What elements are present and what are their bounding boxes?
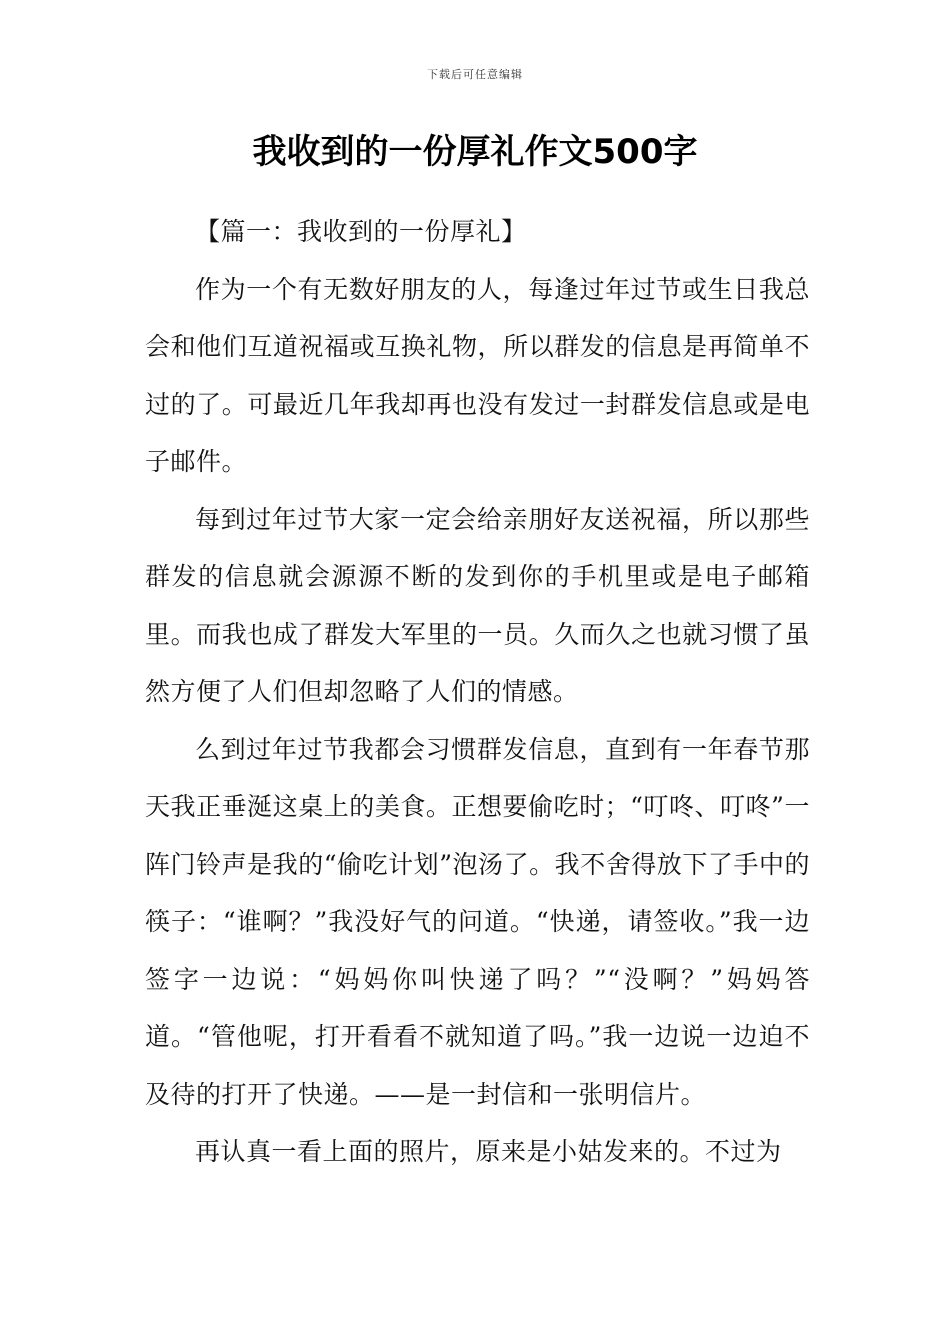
header-note: 下载后可任意编辑 <box>427 68 523 81</box>
document-title: 我收到的一份厚礼作文500字 <box>252 132 698 172</box>
section-heading: 【篇一：我收到的一份厚礼】 <box>195 217 527 246</box>
paragraph: 作为一个有无数好朋友的人，每逢过年过节或生日我总会和他们互道祝福或互换礼物，所以群发的信息是再简单不过的了。可最近几年我却再也没有发过一封群发信息或是电子邮件。 <box>145 274 810 476</box>
paragraph: 再认真一看上面的照片，原来是小姑发来的。不过为 <box>195 1137 782 1166</box>
paragraph: 么到过年过节我都会习惯群发信息，直到有一年春节那天我正垂涎这桌上的美食。正想要偷吃时；“叮咚、叮咚”一阵门铃声是我的“偷吃计划”泡汤了。我不舍得放下了手中的筷子：“谁啊？”我没好气的问道。“快递，请签收。”我一边签字一边说：“妈妈你叫快递了吗？”“没啊？”妈妈答道。“管他呢，打开看看不就知道了吗。”我一边说一边迫不及待的打开了快递。——是一封信和一张明信片。 <box>145 734 810 1109</box>
paragraph: 每到过年过节大家一定会给亲朋好友送祝福，所以那些群发的信息就会源源不断的发到你的手机里或是电子邮箱里。而我也成了群发大军里的一员。久而久之也就习惯了虽然方便了人们但却忽略了人们的情感。 <box>145 504 810 706</box>
document-body <box>145 203 810 1181</box>
